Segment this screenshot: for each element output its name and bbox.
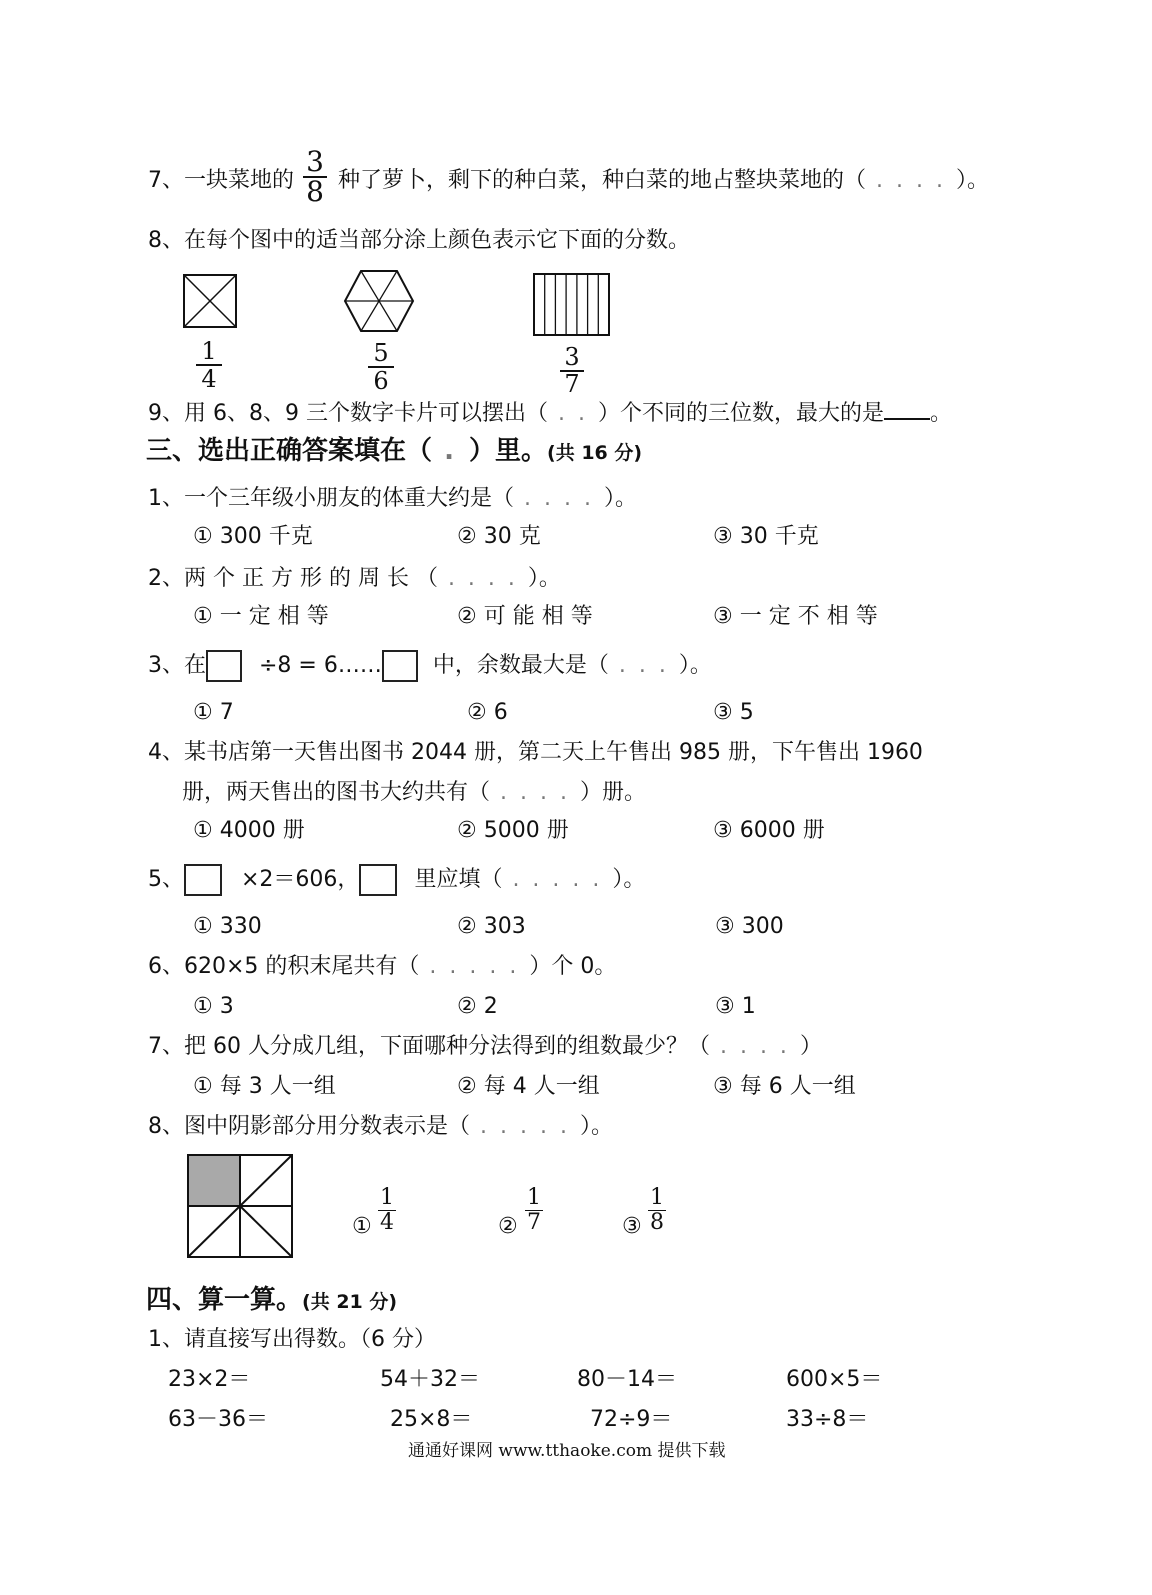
- fig3-fraction: [560, 345, 584, 397]
- option-a[interactable]: ① 330: [193, 914, 262, 939]
- question-end: ）。: [612, 867, 646, 892]
- fraction-numerator: 5: [373, 339, 389, 367]
- s3-q3: 3、在 ÷8 = 6…… 中，余数最大是（ . . . ）。: [148, 650, 712, 682]
- option-a[interactable]: ① 3: [193, 994, 234, 1019]
- question-text: 1、一个三年级小朋友的体重大约是（: [148, 486, 514, 511]
- blank-box[interactable]: [382, 650, 418, 682]
- question-text-mid: ×2＝606，: [241, 867, 360, 892]
- fraction-numerator: 3: [306, 145, 324, 178]
- option-c[interactable]: ③ 每 6 人一组: [713, 1074, 856, 1099]
- option-mark: ①: [352, 1214, 372, 1239]
- fraction-numerator: 1: [201, 337, 217, 365]
- option-b[interactable]: ② 6: [467, 700, 508, 725]
- q9-line: 9、用 6、8、9 三个数字卡片可以摆出（ . . ）个不同的三位数，最大的是 。: [148, 396, 952, 429]
- calc-item[interactable]: 54＋32＝: [380, 1367, 480, 1392]
- fraction-denominator: 8: [306, 175, 324, 208]
- q8-line: [148, 226, 690, 256]
- fig1-fraction: [196, 338, 222, 392]
- option-b[interactable]: ② 303: [457, 914, 526, 939]
- fraction-denominator: 4: [201, 365, 217, 393]
- option-a[interactable]: ① 一 定 相 等: [193, 604, 329, 629]
- calc-item[interactable]: 600×5＝: [786, 1367, 883, 1392]
- answer-blank[interactable]: [884, 396, 930, 420]
- calc-item[interactable]: 72÷9＝: [590, 1407, 673, 1432]
- square-figure[interactable]: [182, 273, 238, 329]
- section3-title-text: 三、选出正确答案填在（: [146, 436, 433, 466]
- option-c[interactable]: ③ 一 定 不 相 等: [713, 604, 878, 629]
- section4-score: (共 21 分): [302, 1291, 398, 1313]
- q7-text-post: 种了萝卜，剩下的种白菜，种白菜的地占整块菜地的（: [338, 168, 867, 193]
- question-end: ）: [799, 1034, 822, 1059]
- s3-q2: 2、两 个 正 方 形 的 周 长 （ . . . . ）。: [148, 566, 561, 591]
- q7-line-post: 种了萝卜，剩下的种白菜，种白菜的地占整块菜地的（ . . . . ）。: [338, 168, 989, 193]
- q7-line: [148, 166, 294, 196]
- calc-item[interactable]: 63－36＝: [168, 1407, 268, 1432]
- s3-q6: 6、620×5 的积末尾共有（ . . . . . ）个 0。: [148, 954, 617, 979]
- s3-q7: 7、把 60 人分成几组，下面哪种分法得到的组数最少？（ . . . . ）: [148, 1034, 822, 1059]
- q7-text-end: ）。: [955, 168, 989, 193]
- option-b[interactable]: ② 可 能 相 等: [457, 604, 593, 629]
- option-a-fraction[interactable]: [378, 1186, 396, 1235]
- question-end: ）。: [603, 486, 637, 511]
- option-a[interactable]: ① 300 千克: [193, 524, 313, 549]
- q7-text-pre: 7、一块菜地的: [148, 168, 294, 193]
- fraction-numerator: 1: [650, 1185, 664, 1210]
- section4-title: [146, 1285, 397, 1317]
- question-text-post: 中，余数最大是（: [432, 653, 609, 678]
- calc-item[interactable]: 23×2＝: [168, 1367, 251, 1392]
- s3-q5: 5、 ×2＝606， 里应填（ . . . . . ）。: [148, 864, 645, 896]
- question-text: 5、: [148, 867, 184, 892]
- option-mark: ③: [622, 1214, 642, 1239]
- option-a[interactable]: ① 每 3 人一组: [193, 1074, 336, 1099]
- blank-box[interactable]: [184, 864, 222, 896]
- question-text: 7、把 60 人分成几组，下面哪种分法得到的组数最少？（: [148, 1034, 710, 1059]
- fig2-fraction: [368, 340, 394, 394]
- fraction-numerator: 3: [564, 343, 580, 371]
- option-c[interactable]: ③ 30 千克: [713, 524, 819, 549]
- fraction-denominator: 6: [373, 367, 389, 395]
- option-a[interactable]: [352, 1212, 372, 1242]
- option-b[interactable]: [498, 1212, 518, 1242]
- striped-rectangle-figure[interactable]: [532, 272, 612, 338]
- blank-box[interactable]: [206, 650, 242, 682]
- fraction-numerator: 1: [380, 1185, 394, 1210]
- fraction-denominator: 8: [650, 1210, 664, 1235]
- calc-item[interactable]: 25×8＝: [390, 1407, 473, 1432]
- s3-q4-line1: 4、某书店第一天售出图书 2044 册，第二天上午售出 985 册，下午售出 1960: [148, 740, 923, 765]
- option-c[interactable]: [622, 1212, 642, 1242]
- question-end: ）个 0。: [529, 954, 617, 979]
- hexagon-figure[interactable]: [343, 268, 415, 334]
- footer-text: 通通好课网 www.tthaoke.com 提供下载: [408, 1441, 726, 1461]
- question-text: 8、图中阴影部分用分数表示是（: [148, 1114, 470, 1139]
- section4-title-text: 四、算一算。: [146, 1285, 303, 1315]
- option-c-fraction[interactable]: [648, 1186, 666, 1235]
- fraction-denominator: 4: [380, 1210, 394, 1235]
- question-text: 3、在: [148, 653, 206, 678]
- fraction-numerator: 1: [527, 1185, 541, 1210]
- q9-end: 。: [929, 401, 952, 426]
- question-end: ）。: [579, 1114, 613, 1139]
- option-b[interactable]: ② 每 4 人一组: [457, 1074, 600, 1099]
- s3-q1: 1、一个三年级小朋友的体重大约是（ . . . . ）。: [148, 486, 637, 511]
- option-b[interactable]: ② 30 克: [457, 524, 541, 549]
- fraction-denominator: 7: [527, 1210, 541, 1235]
- option-b[interactable]: ② 5000 册: [457, 818, 569, 843]
- s3-q4-line2: 册，两天售出的图书大约共有（ . . . . ）册。: [182, 780, 646, 805]
- question-end: ）。: [678, 653, 712, 678]
- q9-text: 9、用 6、8、9 三个数字卡片可以摆出（: [148, 401, 548, 426]
- option-a[interactable]: ① 4000 册: [193, 818, 305, 843]
- fraction-denominator: 7: [564, 370, 580, 398]
- option-mark: ②: [498, 1214, 518, 1239]
- option-b[interactable]: ② 2: [457, 994, 498, 1019]
- calc-item[interactable]: 80－14＝: [577, 1367, 677, 1392]
- section3-title: 三、选出正确答案填在（ . ）里。(共 16 分): [146, 436, 643, 466]
- s3-q8: 8、图中阴影部分用分数表示是（ . . . . . ）。: [148, 1114, 613, 1139]
- section3-title-end: ）里。: [469, 436, 548, 466]
- question-text: 6、620×5 的积末尾共有（: [148, 954, 420, 979]
- question-end: ）。: [527, 566, 561, 591]
- q8-text: 8、在每个图中的适当部分涂上颜色表示它下面的分数。: [148, 228, 690, 253]
- option-c[interactable]: ③ 5: [713, 700, 754, 725]
- s4-q1: 1、请直接写出得数。（6 分）: [148, 1327, 436, 1352]
- section3-score: (共 16 分): [547, 442, 643, 464]
- option-b-fraction[interactable]: [525, 1186, 543, 1235]
- question-end: ）册。: [579, 780, 646, 805]
- blank-box[interactable]: [359, 864, 397, 896]
- question-text: 2、两 个 正 方 形 的 周 长 （: [148, 566, 438, 591]
- question-text: 册，两天售出的图书大约共有（: [182, 780, 491, 805]
- option-c[interactable]: ③ 1: [715, 994, 756, 1019]
- q9-mid: ）个不同的三位数，最大的是: [597, 401, 884, 426]
- option-c[interactable]: ③ 300: [715, 914, 784, 939]
- question-text-mid: ÷8 = 6……: [259, 653, 382, 678]
- option-a[interactable]: ① 7: [193, 700, 234, 725]
- option-c[interactable]: ③ 6000 册: [713, 818, 825, 843]
- question-text-post: 里应填（: [414, 867, 503, 892]
- q7-fraction: [303, 145, 327, 208]
- shaded-square-figure: [186, 1153, 298, 1261]
- calc-item[interactable]: 33÷8＝: [786, 1407, 869, 1432]
